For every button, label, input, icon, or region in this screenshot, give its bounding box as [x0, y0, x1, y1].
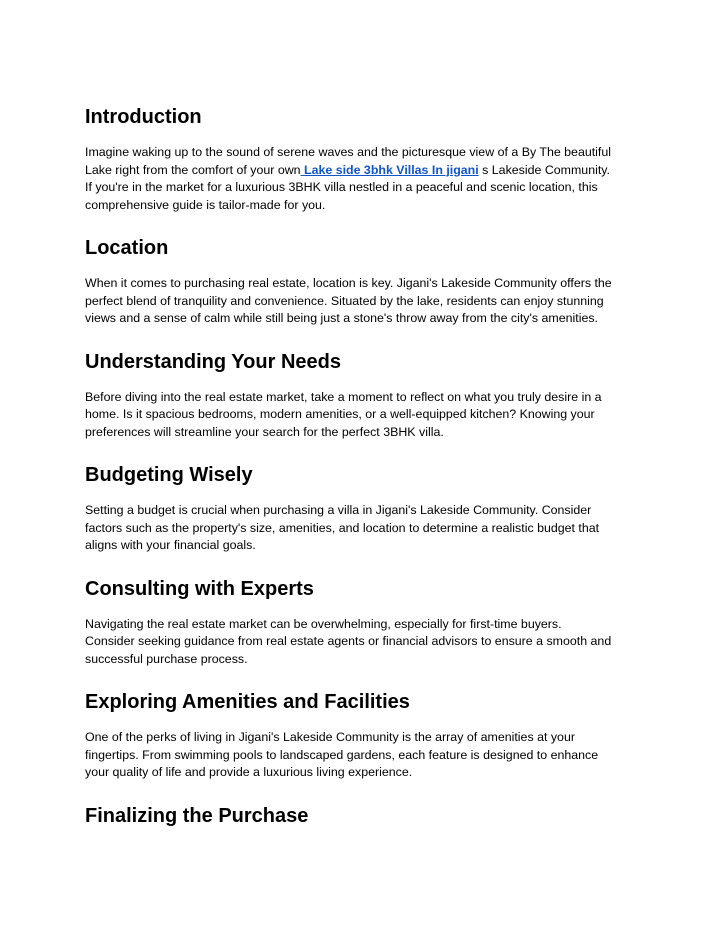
- section-paragraph: [85, 502, 645, 555]
- section-consulting: [85, 576, 645, 669]
- section-paragraph: [85, 729, 645, 782]
- section-understanding-needs: [85, 349, 645, 442]
- line-text: Lake right from the comfort of your own: [85, 162, 301, 177]
- paragraph-line: Setting a budget is crucial when purchasing a villa in Jigani's Lakeside Community. Consider: [85, 503, 592, 517]
- section-heading: Finalizing the Purchase: [85, 804, 309, 827]
- section-paragraph: [85, 616, 645, 669]
- section-heading: Understanding Your Needs: [85, 350, 341, 373]
- paragraph-line: preferences will streamline your search for the perfect 3BHK villa.: [85, 424, 444, 439]
- paragraph-line: your quality of life and provide a luxurious living experience.: [85, 765, 413, 779]
- section-heading: Introduction: [85, 106, 202, 128]
- paragraph-line: aligns with your financial goals.: [85, 538, 256, 552]
- paragraph-line: One of the perks of living in Jigani's Lakeside Community is the array of amenities at your: [85, 730, 575, 744]
- section-paragraph: [85, 275, 645, 328]
- paragraph-line: Before diving into the real estate market, take a moment to reflect on what you truly desire in a: [85, 389, 602, 404]
- paragraph-line: perfect blend of tranquility and convenience. Situated by the lake, residents can enjoy stunning: [85, 293, 604, 308]
- paragraph-line: Navigating the real estate market can be overwhelming, especially for first-time buyers.: [85, 616, 562, 631]
- paragraph-line: views and a sense of calm while still being just a stone's throw away from the city's amenities.: [85, 311, 598, 325]
- section-paragraph: [85, 389, 645, 442]
- section-location: [85, 235, 645, 328]
- section-amenities: [85, 689, 645, 782]
- section-heading: Location: [85, 237, 169, 259]
- section-introduction: [85, 104, 645, 214]
- paragraph-line: Consider seeking guidance from real estate agents or financial advisors to ensure a smooth and: [85, 634, 612, 648]
- paragraph-line: If you're in the market for a luxurious 3BHK villa nestled in a peaceful and scenic location, this: [85, 180, 598, 194]
- section-budgeting: [85, 462, 645, 555]
- paragraph-line: fingertips. From swimming pools to landscaped gardens, each feature is designed to enhance: [85, 747, 599, 762]
- section-finalizing: [85, 803, 645, 829]
- paragraph-line: home. Is it spacious bedrooms, modern amenities, or a well-equipped kitchen? Knowing your: [85, 407, 595, 421]
- section-heading: Consulting with Experts: [85, 577, 314, 600]
- section-heading: Exploring Amenities and Facilities: [85, 691, 410, 713]
- villas-link[interactable]: Lake side 3bhk Villas In jigani: [300, 162, 479, 177]
- paragraph-line: comprehensive guide is tailor-made for you.: [85, 197, 326, 212]
- paragraph-line: Imagine waking up to the sound of serene waves and the picturesque view of a By The beautiful: [85, 145, 612, 159]
- paragraph-line: When it comes to purchasing real estate, location is key. Jigani's Lakeside Community offers the: [85, 276, 612, 290]
- paragraph-line: [85, 162, 645, 180]
- paragraph-line: factors such as the property's size, amenities, and location to determine a realistic budget that: [85, 520, 600, 535]
- document-page: [85, 104, 645, 843]
- section-paragraph: [85, 144, 645, 214]
- section-heading: Budgeting Wisely: [85, 464, 253, 486]
- paragraph-line: successful purchase process.: [85, 651, 248, 666]
- line-text: s Lakeside Community.: [478, 162, 611, 177]
